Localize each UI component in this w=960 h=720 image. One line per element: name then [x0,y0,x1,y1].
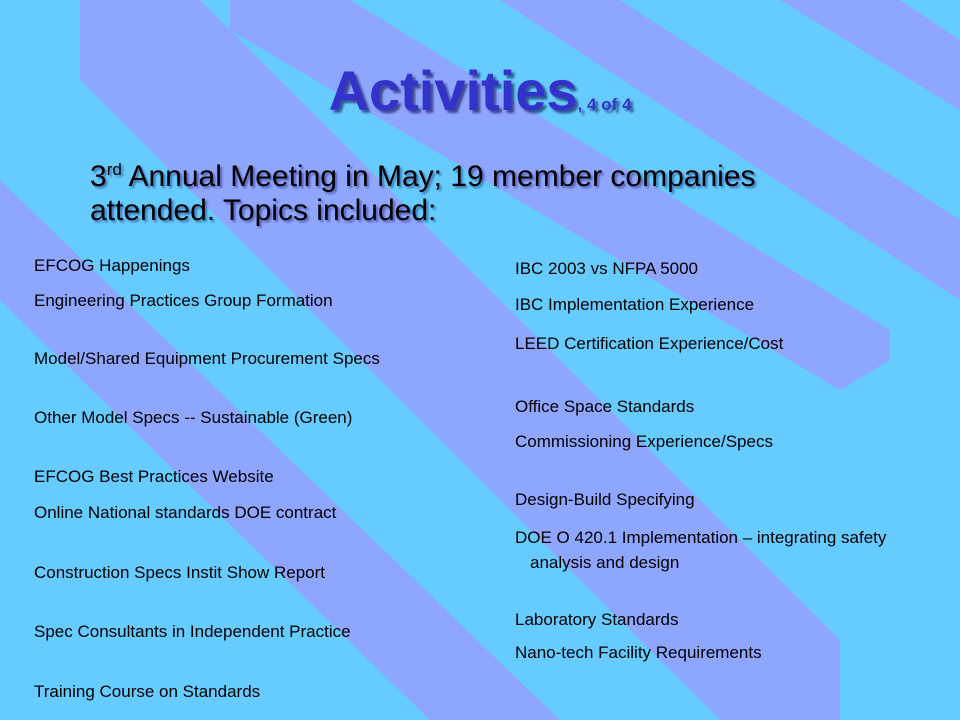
list-item: LEED Certification Experience/Cost [515,334,784,353]
list-item: EFCOG Happenings [34,256,190,275]
list-item: EFCOG Best Practices Website [34,467,274,486]
title-suffix: , 4 of 4 [577,95,632,114]
list-item: IBC 2003 vs NFPA 5000 [515,259,699,278]
list-item: Model/Shared Equipment Procurement Specs [34,349,380,368]
list-item: Design-Build Specifying [515,490,695,509]
list-item: IBC Implementation Experience [515,295,755,314]
list-item: Nano-tech Facility Requirements [515,643,762,662]
heading-line1: Annual Meeting in May; 19 member companies [121,160,756,193]
list-item: Office Space Standards [515,397,695,416]
heading-line2: attended. Topics included: [90,194,437,227]
list-item: Training Course on Standards [34,682,261,701]
list-item: Laboratory Standards [515,610,679,629]
list-item: Engineering Practices Group Formation [34,291,333,310]
list-item: DOE O 420.1 Implementation – integrating safety analysis and design [515,528,887,572]
list-item: Spec Consultants in Independent Practice [34,622,351,641]
list-item: Construction Specs Instit Show Report [34,563,326,582]
list-item: Online National standards DOE contract [34,503,337,522]
list-item: Commissioning Experience/Specs [515,432,773,451]
title-main: Activities [328,59,578,122]
slide-heading [90,160,870,228]
list-item: Other Model Specs -- Sustainable (Green) [34,408,353,427]
heading-number: 3 [90,160,107,193]
heading-ordinal: rd [106,160,122,179]
slide-title [0,58,960,123]
